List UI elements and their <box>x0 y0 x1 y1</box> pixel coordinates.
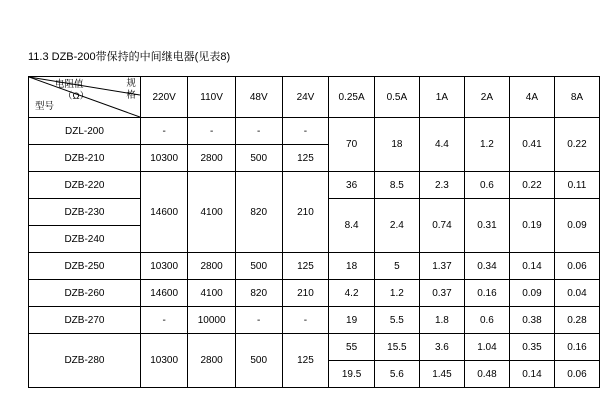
cell-current: 3.6 <box>419 334 464 361</box>
cell-voltage: 10000 <box>188 307 235 334</box>
cell-current: 0.35 <box>509 334 554 361</box>
cell-current: 4.2 <box>329 280 375 307</box>
cell-current: 0.09 <box>554 199 599 253</box>
corner-spec-label-1: 规 <box>126 78 136 89</box>
table-row <box>29 253 600 280</box>
cell-current: 1.04 <box>464 334 509 361</box>
cell-current: 0.09 <box>509 280 554 307</box>
cell-voltage: 2800 <box>188 253 235 280</box>
cell-current: 0.06 <box>554 253 599 280</box>
cell-current: 0.41 <box>509 118 554 172</box>
cell-voltage: - <box>140 118 187 145</box>
corner-resistance-label: 电阻值 <box>55 79 84 90</box>
table-row <box>29 307 600 334</box>
header-current-5: 8A <box>554 77 599 118</box>
cell-voltage: 10300 <box>140 253 187 280</box>
header-voltage-0: 220V <box>140 77 187 118</box>
cell-current: 1.2 <box>464 118 509 172</box>
cell-voltage: 210 <box>282 280 329 307</box>
cell-current: 55 <box>329 334 375 361</box>
header-current-4: 4A <box>509 77 554 118</box>
cell-current: 2.4 <box>374 199 419 253</box>
cell-voltage: 500 <box>235 334 282 388</box>
table-row <box>29 334 600 361</box>
corner-spec-label-2: 格 <box>126 90 136 101</box>
row-model: DZB-220 <box>29 172 141 199</box>
cell-voltage: 500 <box>235 253 282 280</box>
cell-current: 19.5 <box>329 361 375 388</box>
cell-voltage: - <box>282 307 329 334</box>
cell-voltage: - <box>282 118 329 145</box>
cell-current: 1.37 <box>419 253 464 280</box>
cell-voltage: - <box>188 118 235 145</box>
cell-current: 5 <box>374 253 419 280</box>
header-voltage-2: 48V <box>235 77 282 118</box>
cell-voltage: 125 <box>282 145 329 172</box>
cell-current: 0.04 <box>554 280 599 307</box>
cell-current: 0.74 <box>419 199 464 253</box>
cell-voltage: 820 <box>235 172 282 253</box>
cell-current: 5.5 <box>374 307 419 334</box>
cell-current: 0.22 <box>509 172 554 199</box>
cell-current: 8.5 <box>374 172 419 199</box>
cell-current: 0.31 <box>464 199 509 253</box>
header-current-1: 0.5A <box>374 77 419 118</box>
cell-current: 2.3 <box>419 172 464 199</box>
cell-voltage: 4100 <box>188 172 235 253</box>
cell-current: 0.28 <box>554 307 599 334</box>
cell-voltage: - <box>140 307 187 334</box>
cell-current: 0.16 <box>464 280 509 307</box>
table-row <box>29 118 600 145</box>
cell-current: 1.45 <box>419 361 464 388</box>
row-model: DZB-250 <box>29 253 141 280</box>
corner-resistance-unit: （Ω） <box>63 91 90 102</box>
cell-voltage: 14600 <box>140 280 187 307</box>
cell-voltage: 2800 <box>188 145 235 172</box>
section-heading: 11.3 DZB-200带保持的中间继电器(见表8) <box>28 51 231 63</box>
cell-voltage: 210 <box>282 172 329 253</box>
cell-current: 36 <box>329 172 375 199</box>
table-row <box>29 280 600 307</box>
row-model: DZB-270 <box>29 307 141 334</box>
cell-voltage: 125 <box>282 253 329 280</box>
row-model: DZB-240 <box>29 226 141 253</box>
cell-current: 15.5 <box>374 334 419 361</box>
cell-current: 0.34 <box>464 253 509 280</box>
cell-voltage: - <box>235 307 282 334</box>
cell-voltage: 10300 <box>140 334 187 388</box>
cell-current: 1.8 <box>419 307 464 334</box>
cell-current: 0.19 <box>509 199 554 253</box>
row-model: DZL-200 <box>29 118 141 145</box>
corner-model-label: 型号 <box>35 101 55 112</box>
cell-current: 0.38 <box>509 307 554 334</box>
cell-current: 18 <box>329 253 375 280</box>
cell-current: 5.6 <box>374 361 419 388</box>
cell-voltage: 10300 <box>140 145 187 172</box>
cell-voltage: 2800 <box>188 334 235 388</box>
cell-current: 19 <box>329 307 375 334</box>
cell-current: 70 <box>329 118 375 172</box>
header-current-0: 0.25A <box>329 77 375 118</box>
cell-current: 0.06 <box>554 361 599 388</box>
cell-current: 0.14 <box>509 361 554 388</box>
cell-voltage: - <box>235 118 282 145</box>
cell-current: 0.16 <box>554 334 599 361</box>
cell-current: 0.14 <box>509 253 554 280</box>
row-model: DZB-260 <box>29 280 141 307</box>
cell-current: 0.37 <box>419 280 464 307</box>
header-voltage-3: 24V <box>282 77 329 118</box>
row-model: DZB-280 <box>29 334 141 388</box>
relay-spec-table <box>28 76 600 388</box>
header-current-3: 2A <box>464 77 509 118</box>
row-model: DZB-210 <box>29 145 141 172</box>
table-row <box>29 172 600 199</box>
cell-voltage: 14600 <box>140 172 187 253</box>
row-model: DZB-230 <box>29 199 141 226</box>
cell-voltage: 125 <box>282 334 329 388</box>
corner-header-cell <box>29 77 141 118</box>
cell-current: 18 <box>374 118 419 172</box>
cell-voltage: 820 <box>235 280 282 307</box>
cell-voltage: 4100 <box>188 280 235 307</box>
cell-current: 8.4 <box>329 199 375 253</box>
cell-current: 0.6 <box>464 172 509 199</box>
cell-current: 0.22 <box>554 118 599 172</box>
cell-current: 1.2 <box>374 280 419 307</box>
cell-current: 0.6 <box>464 307 509 334</box>
cell-current: 4.4 <box>419 118 464 172</box>
cell-current: 0.11 <box>554 172 599 199</box>
cell-voltage: 500 <box>235 145 282 172</box>
cell-current: 0.48 <box>464 361 509 388</box>
header-current-2: 1A <box>419 77 464 118</box>
header-voltage-1: 110V <box>188 77 235 118</box>
table-header-row <box>29 77 600 118</box>
